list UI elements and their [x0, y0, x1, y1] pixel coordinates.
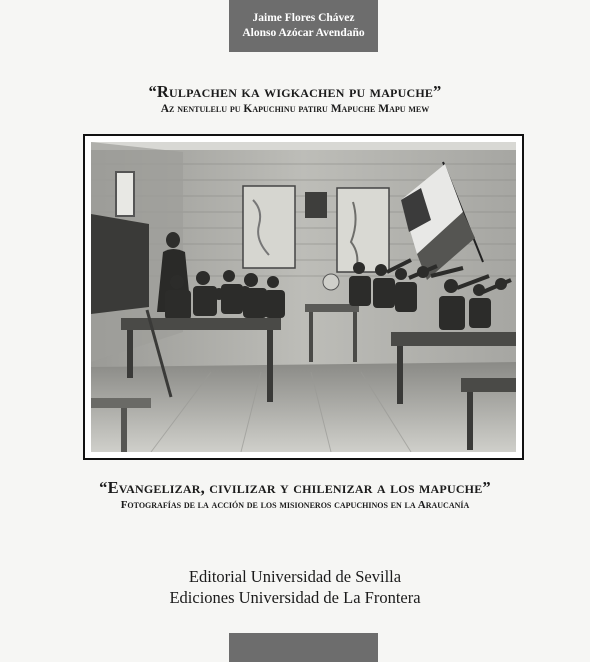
title-spanish: “Evangelizar, civilizar y chilenizar a los mapuche” [99, 478, 491, 497]
subtitle-spanish: Fotografías de la acción de los misioneros capuchinos en la Araucanía [120, 499, 470, 511]
mapudungun-title-block [0, 82, 590, 115]
classroom-photograph [91, 142, 516, 452]
bottom-banner [229, 633, 378, 662]
author-name: Alonso Azócar Avendaño [242, 27, 365, 39]
authors-banner [229, 0, 378, 52]
cover-photograph-frame [83, 134, 524, 460]
publisher-name: Editorial Universidad de Sevilla [188, 567, 402, 586]
publishers [0, 566, 590, 608]
subtitle-mapudungun: Az nentulelu pu Kapuchinu patiru Mapuche Mapu mew [160, 103, 430, 115]
publisher-name: Ediciones Universidad de La Frontera [169, 588, 421, 607]
title-mapudungun: “Rulpachen ka wigkachen pu mapuche” [148, 82, 442, 101]
author-name: Jaime Flores Chávez [252, 12, 355, 24]
spanish-title-block [0, 478, 590, 511]
